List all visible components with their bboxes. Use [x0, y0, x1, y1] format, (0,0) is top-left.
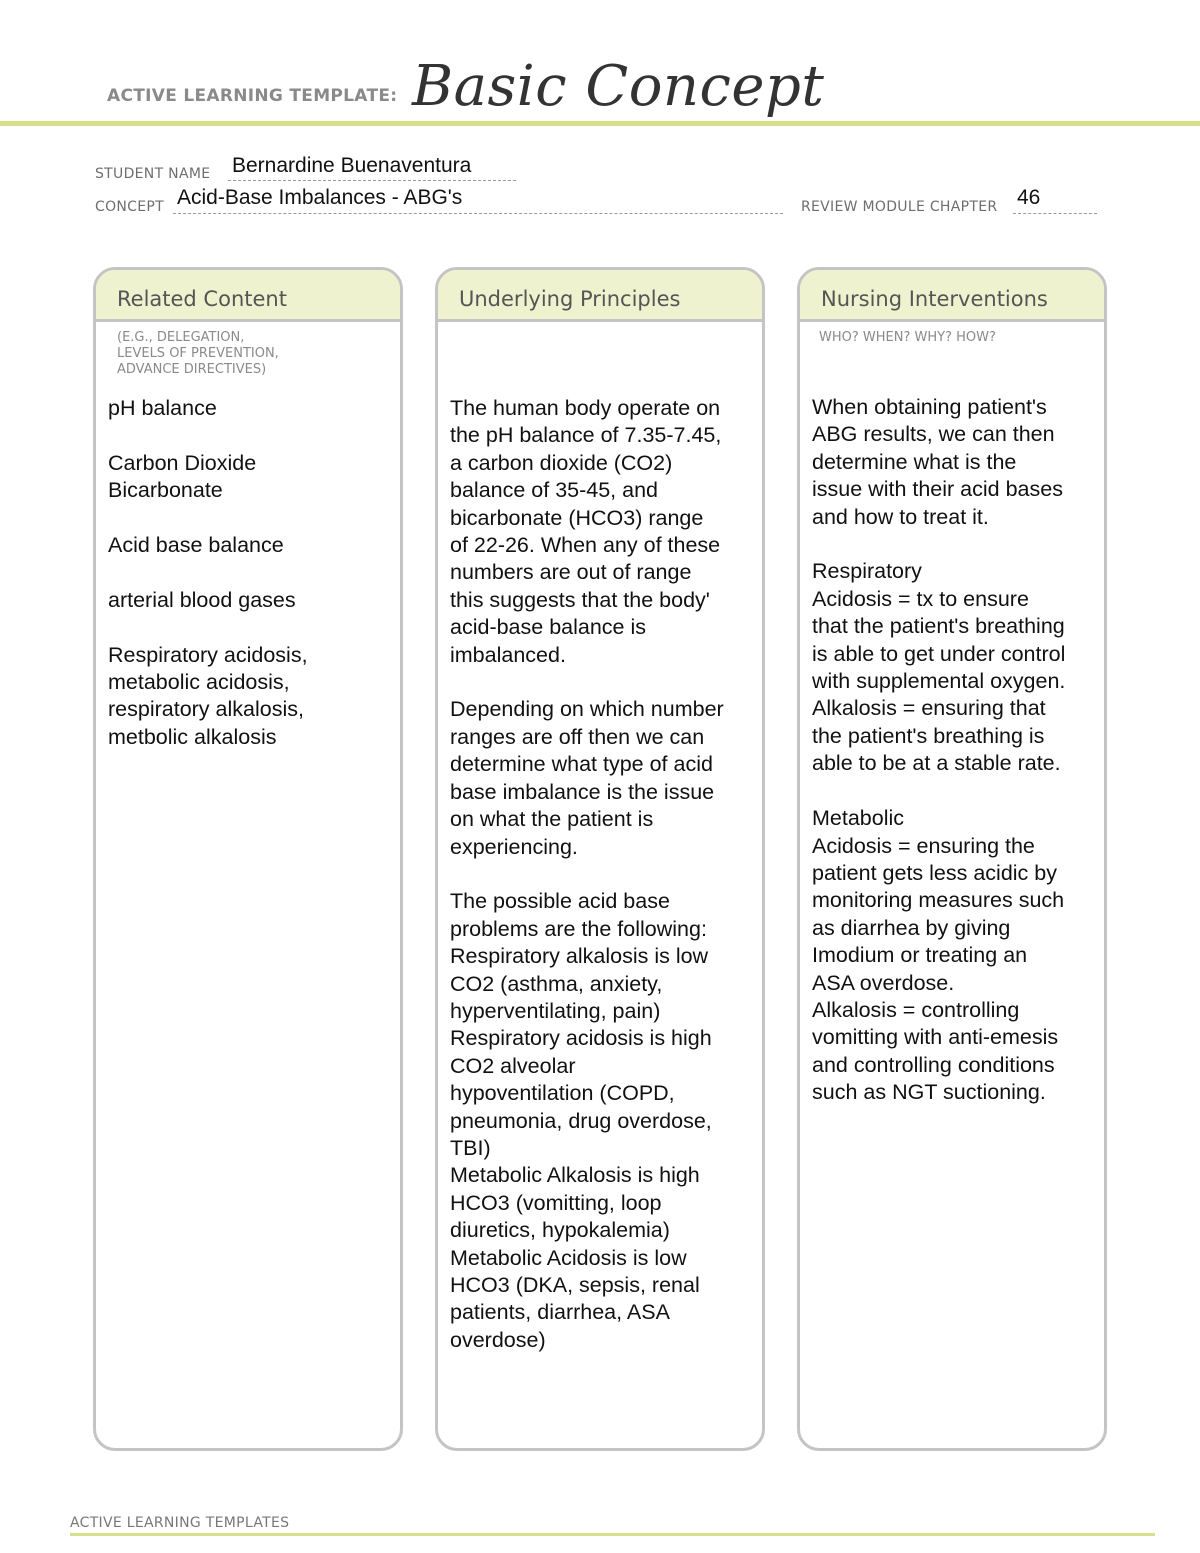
concept-label: CONCEPT [95, 199, 164, 215]
related-content-hint: (E.G., DELEGATION, LEVELS OF PREVENTION, ADVANCE DIRECTIVES) [117, 330, 279, 377]
chapter-field[interactable]: 46 [1017, 186, 1041, 209]
underlying-principles-heading: Underlying Principles [438, 270, 762, 322]
nursing-interventions-panel [797, 267, 1107, 1451]
chapter-label: REVIEW MODULE CHAPTER [801, 199, 998, 215]
concept-line [173, 213, 783, 214]
header-divider [0, 121, 1200, 126]
template-label: ACTIVE LEARNING TEMPLATE: [107, 86, 398, 106]
student-name-line [228, 180, 516, 181]
footer-label: ACTIVE LEARNING TEMPLATES [70, 1515, 290, 1531]
underlying-principles-panel [435, 267, 765, 1451]
related-content-heading: Related Content [96, 270, 400, 322]
student-name-field[interactable]: Bernardine Buenaventura [232, 154, 472, 177]
nursing-interventions-heading: Nursing Interventions [800, 270, 1104, 322]
student-name-label: STUDENT NAME [95, 166, 211, 182]
page-title: Basic Concept [412, 54, 825, 119]
nursing-interventions-hint: WHO? WHEN? WHY? HOW? [819, 330, 996, 345]
related-content-text[interactable]: pH balance Carbon Dioxide Bicarbonate Acid base balance arterial blood gases Respiratory acidosis, metabolic acidosis, respiratory alkalosis, metbolic alkalosis [108, 396, 308, 749]
concept-field[interactable]: Acid-Base Imbalances - ABG's [177, 186, 463, 209]
related-content-panel [93, 267, 403, 1451]
chapter-line [1013, 213, 1097, 214]
underlying-principles-text[interactable]: The human body operate on the pH balance of 7.35-7.45, a carbon dioxide (CO2) balance of 35-45, and bicarbonate (HCO3) range of 22-26. When any of these numbers are out of range this suggests that the body' acid-base balance is imbalanced. Depending on which number ranges are off then we can determine what type of acid base imbalance is the issue on what the patient is experiencing. The possible acid base problems are the following: Respiratory alkalosis is low CO2 (asthma, anxiety, hyperventilating, pain) Respiratory acidosis is high CO2 alveolar hypoventilation (COPD, pneumonia, drug overdose, TBI) Metabolic Alkalosis is high HCO3 (vomitting, loop diuretics, hypokalemia) Metabolic Acidosis is low HCO3 (DKA, sepsis, renal patients, diarrhea, ASA overdose) [450, 396, 724, 1352]
nursing-interventions-text[interactable]: When obtaining patient's ABG results, we can then determine what is the issue with their acid bases and how to treat it. Respiratory Acidosis = tx to ensure that the patient's breathing is able to get under control with supplemental oxygen. Alkalosis = ensuring that the patient's breathing is able to be at a stable rate. Metabolic Acidosis = ensuring the patient gets less acidic by monitoring measures such as diarrhea by giving Imodium or treating an ASA overdose. Alkalosis = controlling vomitting with anti-emesis and controlling conditions such as NGT suctioning. [812, 395, 1066, 1105]
footer-divider [70, 1533, 1155, 1536]
